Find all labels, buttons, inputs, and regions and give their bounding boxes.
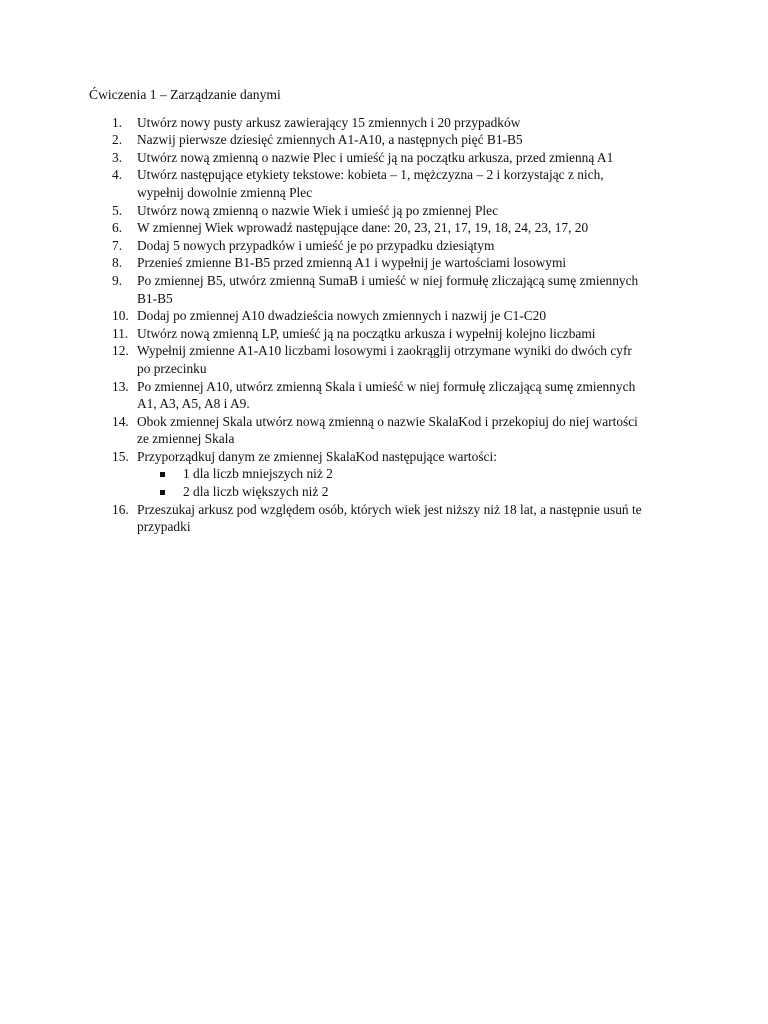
list-item (89, 114, 689, 132)
item-text-line1: Wypełnij zmienne A1-A10 liczbami losowymi i zaokrąglij otrzymane wyniki do dwóch cyfr (137, 343, 632, 359)
list-item (89, 131, 689, 149)
item-number: 6. (112, 220, 123, 236)
list-item (89, 448, 689, 501)
item-number: 2. (112, 132, 123, 148)
item-text-line1: Utwórz następujące etykiety tekstowe: kobieta – 1, mężczyzna – 2 i korzystając z nich, (137, 167, 604, 183)
item-text: Utwórz nową zmienną o nazwie Plec i umieść ją na początku arkusza, przed zmienną A1 (137, 149, 614, 165)
item-text: Dodaj 5 nowych przypadków i umieść je po przypadku dziesiątym (137, 237, 495, 253)
list-item (89, 378, 689, 413)
item-number: 7. (112, 237, 123, 253)
item-text: Nazwij pierwsze dziesięć zmiennych A1-A10, a następnych pięć B1-B5 (137, 132, 523, 148)
list-item (89, 501, 689, 536)
list-item (89, 413, 689, 448)
list-item (89, 272, 689, 307)
bullet-item-text: 2 dla liczb większych niż 2 (183, 484, 329, 500)
item-text: Przenieś zmienne B1-B5 przed zmienną A1 i wypełnij je wartościami losowymi (137, 255, 567, 271)
item-text-line1: Obok zmiennej Skala utwórz nową zmienną o nazwie SkalaKod i przekopiuj do niej wartości (137, 413, 638, 429)
list-item (89, 254, 689, 272)
item-text-line2: przypadki (137, 519, 191, 535)
bullet-sublist (137, 465, 689, 500)
square-bullet-icon (160, 472, 165, 477)
item-text: Utwórz nową zmienną o nazwie Wiek i umieść ją po zmiennej Plec (137, 202, 499, 218)
item-number: 8. (112, 255, 123, 271)
document-page (89, 86, 689, 536)
list-item (89, 202, 689, 220)
item-text-line1: Po zmiennej A10, utwórz zmienną Skala i umieść w niej formułę zliczającą sumę zmiennych (137, 378, 636, 394)
item-number: 13. (112, 378, 129, 394)
bullet-item-text: 1 dla liczb mniejszych niż 2 (183, 466, 333, 482)
item-number: 16. (112, 501, 129, 517)
item-text: Dodaj po zmiennej A10 dwadzieścia nowych zmiennych i nazwij je C1-C20 (137, 308, 547, 324)
list-item (89, 149, 689, 167)
item-number: 11. (112, 325, 129, 341)
item-number: 9. (112, 272, 123, 288)
list-item (89, 219, 689, 237)
exercise-list (89, 114, 689, 536)
item-number: 14. (112, 413, 129, 429)
item-text-line2: B1-B5 (137, 290, 173, 306)
square-bullet-icon (160, 490, 165, 495)
list-item (89, 325, 689, 343)
list-item (89, 342, 689, 377)
list-item (89, 237, 689, 255)
item-number: 3. (112, 149, 123, 165)
item-number: 1. (112, 114, 123, 130)
list-item (89, 307, 689, 325)
item-text: Przyporządkuj danym ze zmiennej SkalaKod następujące wartości: (137, 448, 497, 464)
item-number: 5. (112, 202, 123, 218)
item-number: 10. (112, 308, 129, 324)
item-text: Utwórz nową zmienną LP, umieść ją na początku arkusza i wypełnij kolejno liczbami (137, 325, 596, 341)
item-text: W zmiennej Wiek wprowadź następujące dane: 20, 23, 21, 17, 19, 18, 24, 23, 17, 20 (137, 220, 589, 236)
document-title: Ćwiczenia 1 – Zarządzanie danymi (89, 87, 281, 102)
item-text-line2: wypełnij dowolnie zmienną Plec (137, 184, 313, 200)
item-text: Utwórz nowy pusty arkusz zawierający 15 zmiennych i 20 przypadków (137, 114, 521, 130)
item-number: 12. (112, 343, 129, 359)
item-text-line2: ze zmiennej Skala (137, 431, 235, 447)
item-number: 15. (112, 448, 129, 464)
item-text-line2: po przecinku (137, 360, 207, 376)
item-number: 4. (112, 167, 123, 183)
bullet-item (137, 483, 689, 501)
item-text-line2: A1, A3, A5, A8 i A9. (137, 396, 250, 412)
list-item (89, 166, 689, 201)
item-text-line1: Przeszukaj arkusz pod względem osób, których wiek jest niższy niż 18 lat, a następnie usuń te (137, 501, 642, 517)
item-text-line1: Po zmiennej B5, utwórz zmienną SumaB i umieść w niej formułę zliczającą sumę zmiennych (137, 272, 639, 288)
bullet-item (137, 465, 689, 483)
